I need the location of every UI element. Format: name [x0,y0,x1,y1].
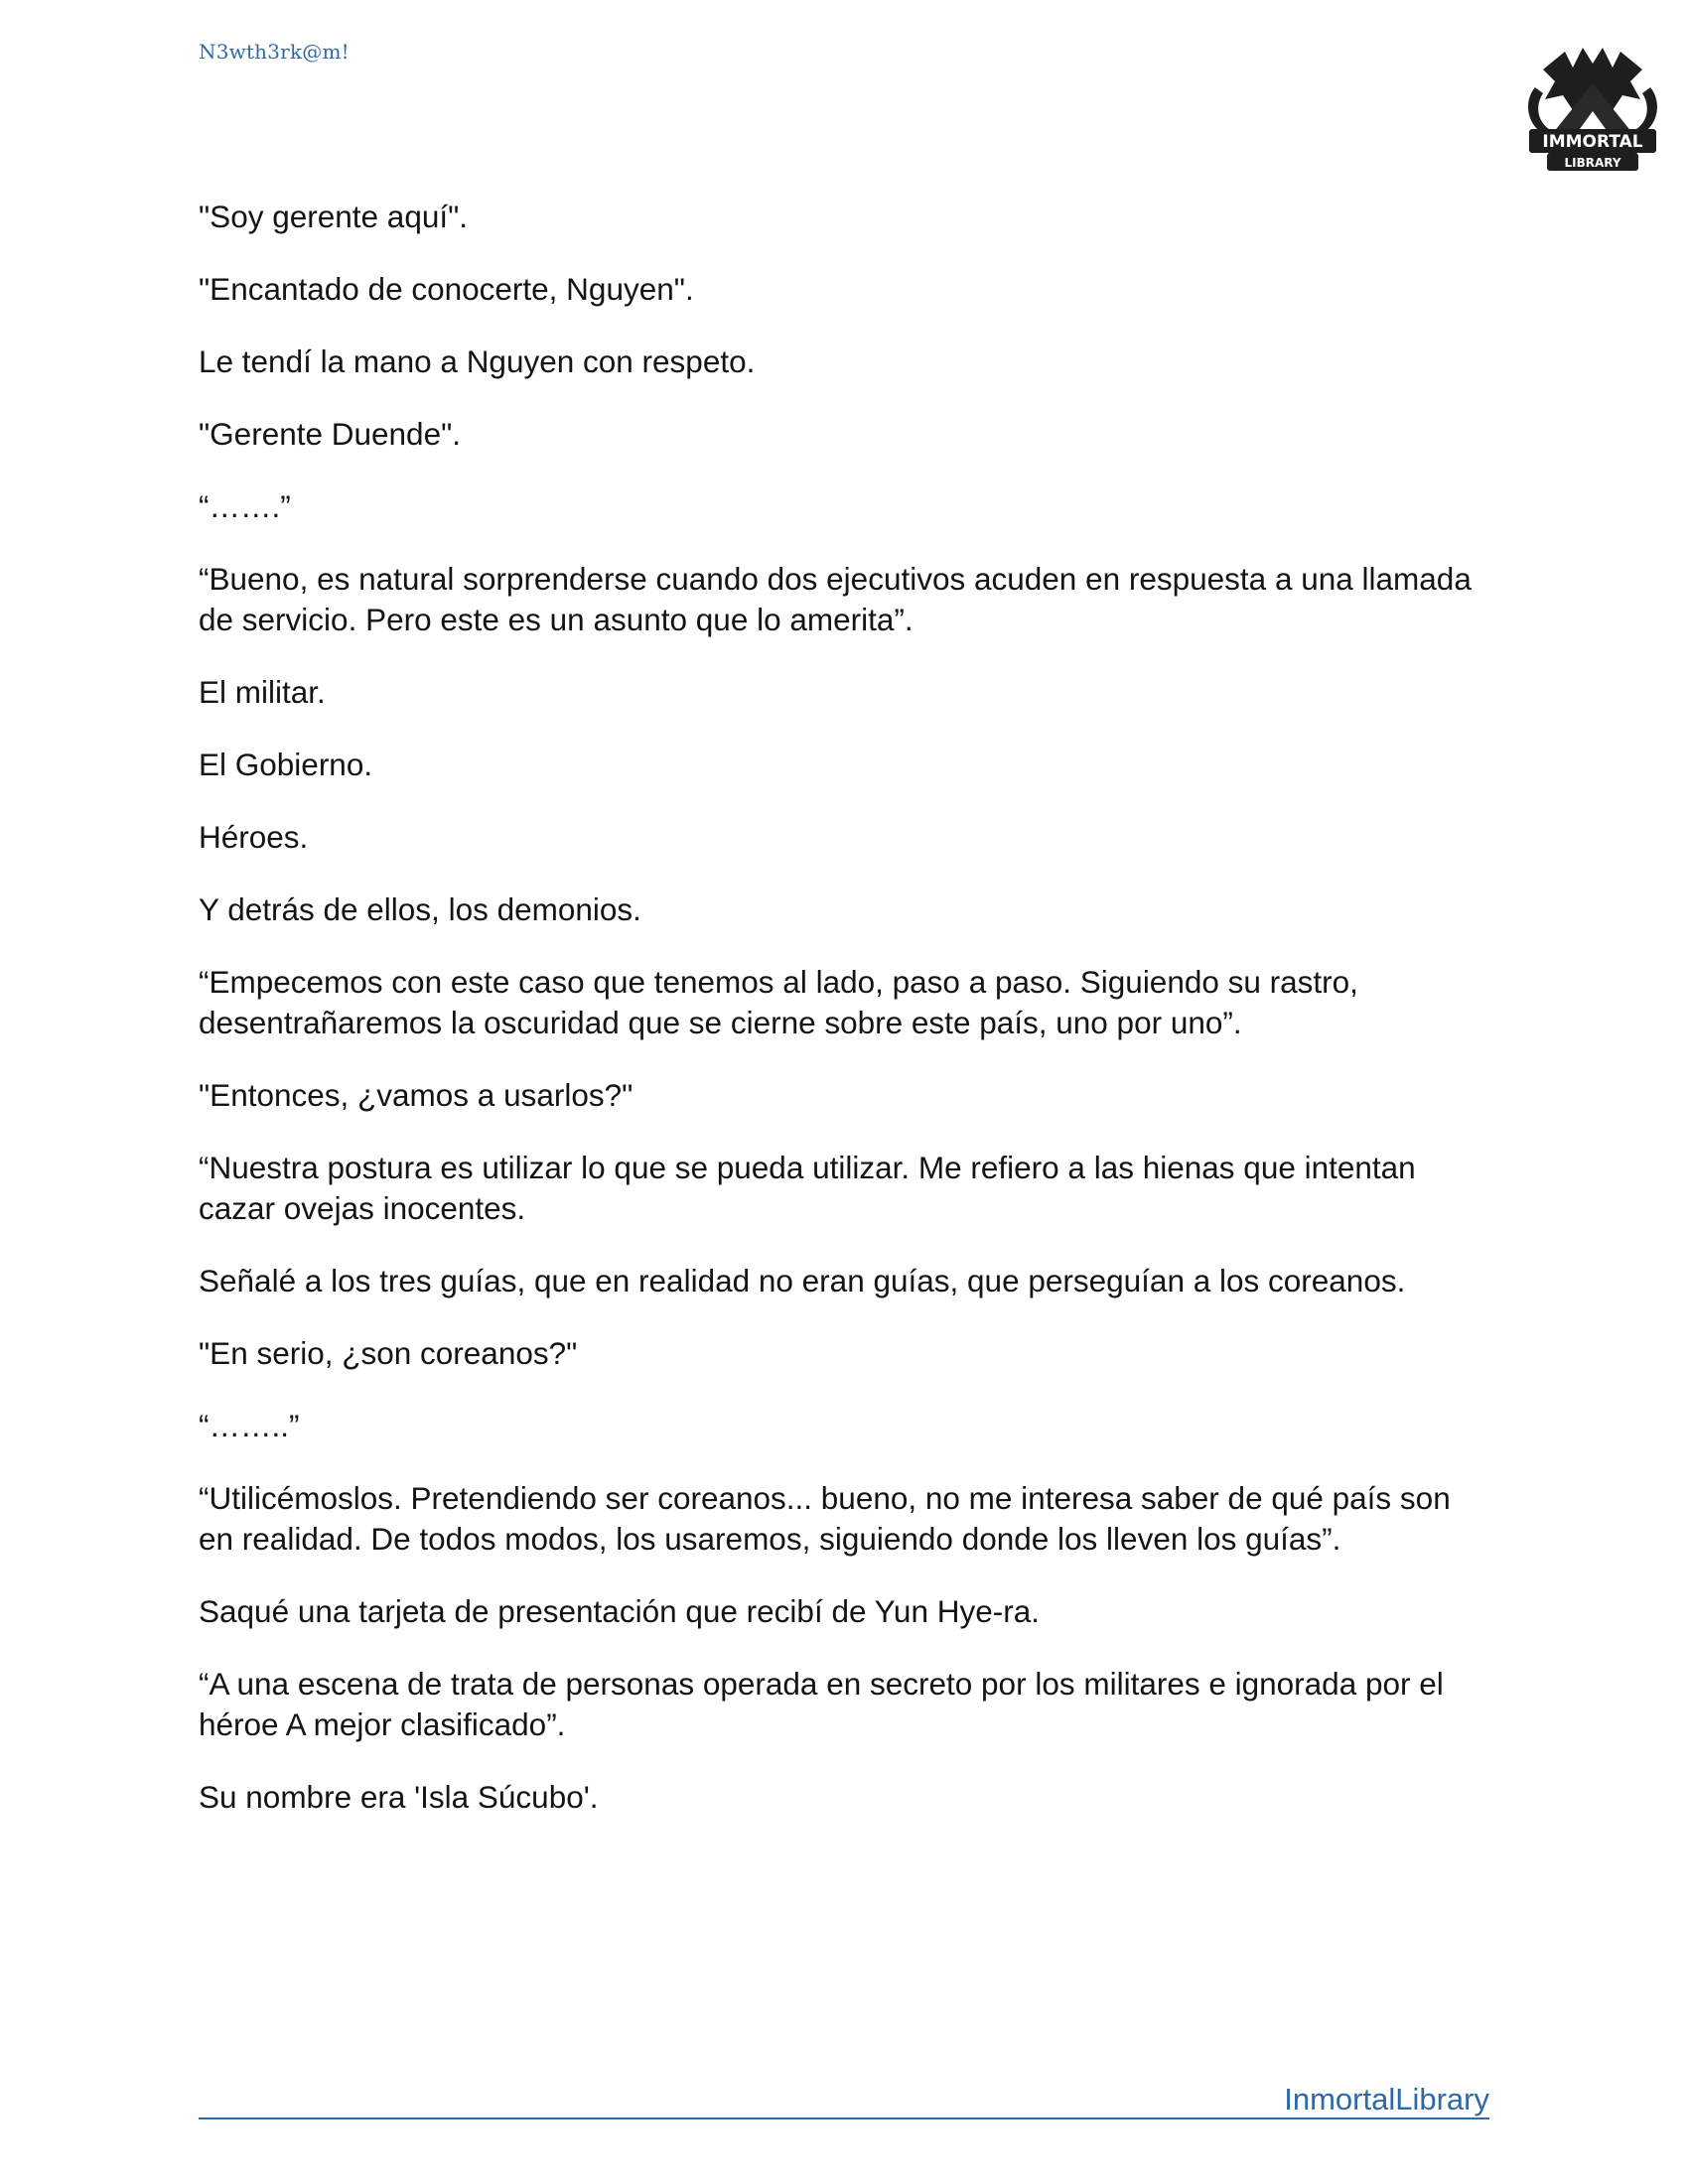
footer-rule [199,2117,1489,2119]
paragraph: "Soy gerente aquí". [199,199,469,234]
chapter-body [199,197,1489,1849]
paragraph: “A una escena de trata de personas operada en secreto por los militares e ignorada por el héroe A mejor clasificado”. [199,1666,1444,1742]
paragraph: “Utilicémoslos. Pretendiendo ser coreanos... bueno, no me interesa saber de qué país son en realidad. De todos modos, los usaremos, siguiendo donde los lleven los guías”. [199,1480,1451,1557]
header-watermark: N3wth3rk@m! [199,40,350,64]
paragraph: “Nuestra postura es utilizar lo que se pueda utilizar. Me refiero a las hienas que intentan cazar ovejas inocentes. [199,1150,1416,1226]
paragraph: Saqué una tarjeta de presentación que recibí de Yun Hye-ra. [199,1593,1040,1629]
paragraph: El militar. [199,674,326,710]
paragraph: Su nombre era 'Isla Súcubo'. [199,1779,599,1815]
paragraph: "En serio, ¿son coreanos?" [199,1335,578,1371]
paragraph: Señalé a los tres guías, que en realidad no eran guías, que perseguían a los coreanos. [199,1263,1406,1298]
paragraph: Le tendí la mano a Nguyen con respeto. [199,343,756,379]
paragraph: Y detrás de ellos, los demonios. [199,891,641,927]
paragraph: “…….” [199,488,291,524]
logo-text-line2: LIBRARY [1564,156,1621,170]
paragraph: "Entonces, ¿vamos a usarlos?" [199,1077,633,1113]
paragraph: “Bueno, es natural sorprenderse cuando dos ejecutivos acuden en respuesta a una llamada de servicio. Pero este es un asunto que lo amerita”. [199,561,1472,637]
logo-text-line1: IMMORTAL [1542,132,1643,152]
footer-link[interactable]: InmortalLibrary [1284,2082,1489,2116]
paragraph: El Gobierno. [199,747,373,782]
paragraph: "Gerente Duende". [199,416,462,452]
paragraph: Héroes. [199,819,309,855]
paragraph: "Encantado de conocerte, Nguyen". [199,271,694,307]
paragraph: “……..” [199,1408,300,1443]
immortal-library-logo [1513,30,1672,189]
paragraph: “Empecemos con este caso que tenemos al lado, paso a paso. Siguiendo su rastro, desentrañaremos la oscuridad que se cierne sobre este país, uno por uno”. [199,964,1358,1040]
logo-emblem-icon [1513,30,1672,189]
